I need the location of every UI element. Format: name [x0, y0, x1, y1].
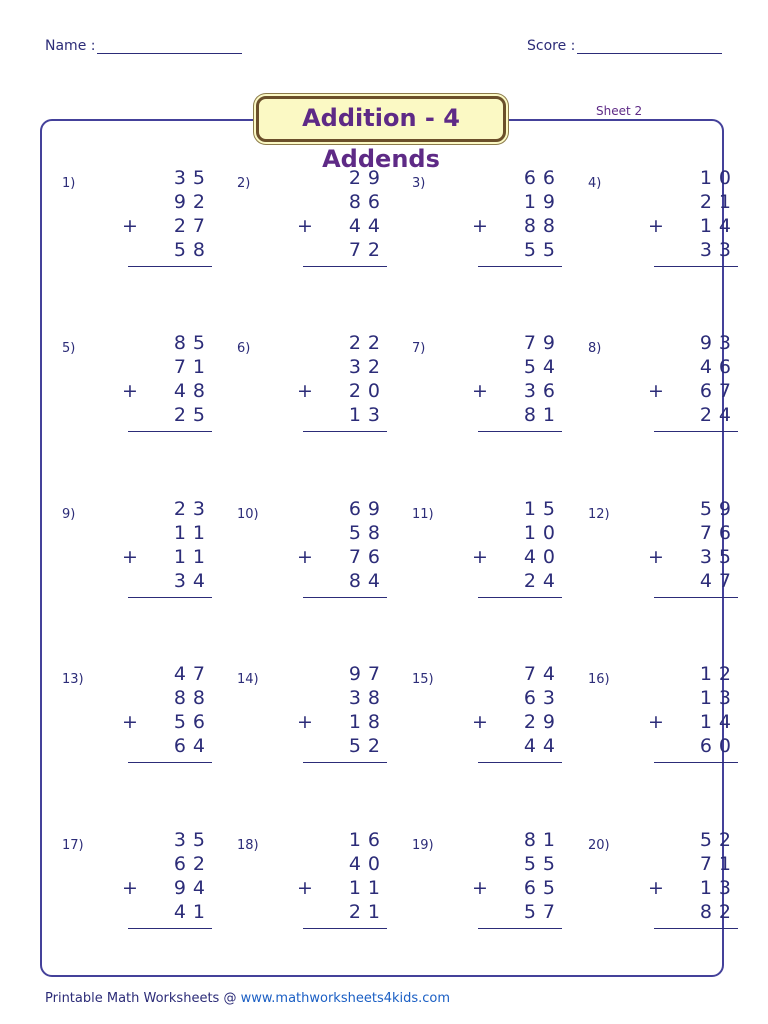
problem-number: 6) [237, 341, 251, 356]
addend-value: 36 [523, 380, 562, 402]
answer-line[interactable] [303, 597, 387, 598]
problem-19 [412, 828, 562, 938]
addend-b [297, 521, 387, 545]
addend-b [122, 852, 212, 876]
plus-sign: + [122, 215, 138, 237]
problem-9 [62, 497, 212, 607]
addend-b [122, 355, 212, 379]
addend-value: 63 [523, 687, 562, 709]
addend-d [648, 238, 738, 262]
addend-value: 54 [523, 356, 562, 378]
answer-line[interactable] [128, 431, 212, 432]
problem-13 [62, 662, 212, 772]
problem-15 [412, 662, 562, 772]
addend-d [472, 569, 562, 593]
addend-value: 24 [523, 570, 562, 592]
addend-d [472, 403, 562, 427]
addend-d [297, 238, 387, 262]
problem-16 [588, 662, 738, 772]
addend-value: 66 [523, 167, 562, 189]
answer-line[interactable] [478, 597, 562, 598]
addend-value: 44 [523, 735, 562, 757]
addend-a [472, 331, 562, 355]
plus-sign: + [297, 380, 313, 402]
plus-sign: + [648, 711, 664, 733]
addend-b [122, 521, 212, 545]
addend-b [297, 686, 387, 710]
problem-number: 12) [588, 507, 610, 522]
problem-number: 1) [62, 176, 76, 191]
addend-a [297, 166, 387, 190]
problem-number: 9) [62, 507, 76, 522]
addend-value: 10 [699, 167, 738, 189]
problem-number: 20) [588, 838, 610, 853]
addend-b [648, 190, 738, 214]
addend-b [648, 521, 738, 545]
addend-d [297, 403, 387, 427]
addend-c [472, 710, 562, 734]
addend-c [472, 876, 562, 900]
answer-line[interactable] [478, 762, 562, 763]
answer-line[interactable] [654, 597, 738, 598]
addend-a [648, 828, 738, 852]
problem-14 [237, 662, 387, 772]
addend-d [297, 569, 387, 593]
answer-line[interactable] [303, 266, 387, 267]
addend-value: 76 [699, 522, 738, 544]
addend-value: 93 [699, 332, 738, 354]
addends [297, 331, 387, 427]
addends [297, 828, 387, 924]
addend-value: 27 [173, 215, 212, 237]
problem-3 [412, 166, 562, 276]
addend-a [648, 662, 738, 686]
name-label: Name : [45, 38, 96, 54]
problem-number: 5) [62, 341, 76, 356]
addend-d [122, 569, 212, 593]
addend-a [122, 331, 212, 355]
addend-value: 13 [699, 877, 738, 899]
addend-value: 46 [699, 356, 738, 378]
addend-value: 84 [348, 570, 387, 592]
addend-value: 74 [523, 663, 562, 685]
addends [648, 662, 738, 758]
answer-line[interactable] [654, 928, 738, 929]
addend-value: 19 [523, 191, 562, 213]
problem-4 [588, 166, 738, 276]
addend-value: 71 [699, 853, 738, 875]
addend-c [648, 214, 738, 238]
addend-value: 40 [348, 853, 387, 875]
problem-number: 18) [237, 838, 259, 853]
problem-12 [588, 497, 738, 607]
problem-number: 3) [412, 176, 426, 191]
plus-sign: + [648, 380, 664, 402]
addend-c [122, 379, 212, 403]
addend-value: 55 [523, 853, 562, 875]
addend-a [472, 497, 562, 521]
addend-value: 81 [523, 829, 562, 851]
addend-value: 52 [348, 735, 387, 757]
problem-number: 2) [237, 176, 251, 191]
addend-value: 24 [699, 404, 738, 426]
addend-b [472, 686, 562, 710]
addend-a [648, 497, 738, 521]
addend-value: 14 [699, 215, 738, 237]
addend-a [122, 497, 212, 521]
addend-d [122, 403, 212, 427]
addend-value: 52 [699, 829, 738, 851]
plus-sign: + [297, 215, 313, 237]
answer-line[interactable] [128, 597, 212, 598]
worksheet-title: Addition - 4 Addends [256, 96, 506, 142]
addend-value: 57 [523, 901, 562, 923]
addend-value: 29 [523, 711, 562, 733]
addend-value: 21 [348, 901, 387, 923]
problem-20 [588, 828, 738, 938]
addend-c [122, 214, 212, 238]
addend-value: 94 [173, 877, 212, 899]
answer-line[interactable] [303, 762, 387, 763]
addend-value: 71 [173, 356, 212, 378]
addend-c [648, 876, 738, 900]
addends [122, 497, 212, 593]
addend-value: 11 [348, 877, 387, 899]
addend-c [648, 545, 738, 569]
addend-value: 25 [173, 404, 212, 426]
problem-number: 7) [412, 341, 426, 356]
addend-value: 97 [348, 663, 387, 685]
problem-number: 14) [237, 672, 259, 687]
addends [297, 166, 387, 262]
addend-value: 79 [523, 332, 562, 354]
name-field[interactable] [45, 38, 95, 54]
problem-number: 19) [412, 838, 434, 853]
addend-value: 35 [173, 167, 212, 189]
problem-17 [62, 828, 212, 938]
addend-value: 88 [523, 215, 562, 237]
addend-value: 35 [699, 546, 738, 568]
addend-a [122, 662, 212, 686]
addend-value: 62 [173, 853, 212, 875]
addends [122, 166, 212, 262]
addends [648, 497, 738, 593]
addend-b [472, 190, 562, 214]
addend-value: 82 [699, 901, 738, 923]
addend-c [297, 379, 387, 403]
addend-value: 40 [523, 546, 562, 568]
plus-sign: + [122, 711, 138, 733]
addends [297, 662, 387, 758]
addend-value: 13 [699, 687, 738, 709]
plus-sign: + [122, 877, 138, 899]
addend-b [648, 852, 738, 876]
plus-sign: + [297, 546, 313, 568]
addends [122, 331, 212, 427]
addend-a [648, 331, 738, 355]
addend-c [297, 545, 387, 569]
addend-d [648, 403, 738, 427]
addend-value: 72 [348, 239, 387, 261]
addend-value: 11 [173, 546, 212, 568]
addend-a [122, 166, 212, 190]
addend-value: 64 [173, 735, 212, 757]
answer-line[interactable] [128, 266, 212, 267]
problem-2 [237, 166, 387, 276]
addend-value: 85 [173, 332, 212, 354]
footer [45, 991, 450, 1006]
addend-value: 92 [173, 191, 212, 213]
addends [472, 166, 562, 262]
addend-value: 47 [173, 663, 212, 685]
addend-d [648, 569, 738, 593]
footer-url[interactable]: www.mathworksheets4kids.com [240, 991, 451, 1006]
addend-d [472, 734, 562, 758]
addend-b [297, 852, 387, 876]
addend-d [472, 900, 562, 924]
answer-line[interactable] [478, 266, 562, 267]
problem-number: 4) [588, 176, 602, 191]
addend-value: 22 [348, 332, 387, 354]
plus-sign: + [472, 546, 488, 568]
addend-value: 15 [523, 498, 562, 520]
problem-number: 16) [588, 672, 610, 687]
addend-value: 81 [523, 404, 562, 426]
problem-6 [237, 331, 387, 441]
addend-value: 76 [348, 546, 387, 568]
addend-d [648, 734, 738, 758]
addend-value: 33 [699, 239, 738, 261]
addend-value: 55 [523, 239, 562, 261]
plus-sign: + [648, 215, 664, 237]
addend-value: 16 [348, 829, 387, 851]
addend-a [297, 662, 387, 686]
problem-number: 11) [412, 507, 434, 522]
problem-number: 8) [588, 341, 602, 356]
problem-number: 10) [237, 507, 259, 522]
answer-line[interactable] [654, 762, 738, 763]
addend-a [297, 828, 387, 852]
addend-value: 11 [173, 522, 212, 544]
addend-c [297, 876, 387, 900]
answer-line[interactable] [478, 928, 562, 929]
addend-a [472, 828, 562, 852]
addend-value: 59 [699, 498, 738, 520]
addend-d [122, 734, 212, 758]
name-line[interactable] [97, 53, 242, 54]
addend-c [122, 545, 212, 569]
addend-b [297, 355, 387, 379]
addend-b [472, 355, 562, 379]
addend-c [297, 214, 387, 238]
addend-value: 18 [348, 711, 387, 733]
answer-line[interactable] [303, 431, 387, 432]
plus-sign: + [297, 877, 313, 899]
addend-d [472, 238, 562, 262]
addend-a [297, 331, 387, 355]
addend-value: 47 [699, 570, 738, 592]
addends [472, 331, 562, 427]
addend-c [472, 545, 562, 569]
plus-sign: + [472, 711, 488, 733]
addends [122, 828, 212, 924]
addend-a [472, 166, 562, 190]
score-line[interactable] [577, 53, 722, 54]
plus-sign: + [122, 546, 138, 568]
problem-11 [412, 497, 562, 607]
addend-c [297, 710, 387, 734]
addend-b [297, 190, 387, 214]
problem-10 [237, 497, 387, 607]
addends [648, 331, 738, 427]
addend-value: 58 [348, 522, 387, 544]
addend-d [297, 734, 387, 758]
addend-a [472, 662, 562, 686]
problem-7 [412, 331, 562, 441]
problem-5 [62, 331, 212, 441]
addend-value: 44 [348, 215, 387, 237]
addends [472, 828, 562, 924]
score-label: Score : [527, 38, 576, 54]
addend-value: 41 [173, 901, 212, 923]
addend-b [648, 355, 738, 379]
addends [648, 166, 738, 262]
addend-value: 38 [348, 687, 387, 709]
addend-b [472, 852, 562, 876]
answer-line[interactable] [303, 928, 387, 929]
addends [472, 662, 562, 758]
footer-text: Printable Math Worksheets @ [45, 991, 241, 1006]
plus-sign: + [297, 711, 313, 733]
plus-sign: + [122, 380, 138, 402]
addend-value: 65 [523, 877, 562, 899]
score-field[interactable] [527, 38, 575, 54]
addend-value: 48 [173, 380, 212, 402]
addend-a [122, 828, 212, 852]
addend-a [648, 166, 738, 190]
plus-sign: + [472, 215, 488, 237]
plus-sign: + [472, 380, 488, 402]
problem-1 [62, 166, 212, 276]
addend-c [648, 710, 738, 734]
addend-value: 35 [173, 829, 212, 851]
answer-line[interactable] [128, 928, 212, 929]
addend-value: 13 [348, 404, 387, 426]
answer-line[interactable] [478, 431, 562, 432]
problem-18 [237, 828, 387, 938]
addend-value: 60 [699, 735, 738, 757]
addend-value: 12 [699, 663, 738, 685]
addend-value: 21 [699, 191, 738, 213]
problem-number: 17) [62, 838, 84, 853]
problem-number: 13) [62, 672, 84, 687]
addend-value: 67 [699, 380, 738, 402]
addend-value: 69 [348, 498, 387, 520]
problem-8 [588, 331, 738, 441]
addend-c [648, 379, 738, 403]
addend-b [122, 190, 212, 214]
addend-value: 32 [348, 356, 387, 378]
addend-c [122, 876, 212, 900]
addend-value: 58 [173, 239, 212, 261]
addend-value: 56 [173, 711, 212, 733]
answer-line[interactable] [654, 266, 738, 267]
addend-c [472, 379, 562, 403]
addend-b [648, 686, 738, 710]
addends [297, 497, 387, 593]
addend-value: 20 [348, 380, 387, 402]
addends [122, 662, 212, 758]
addend-b [472, 521, 562, 545]
addend-value: 10 [523, 522, 562, 544]
addend-d [648, 900, 738, 924]
addend-value: 23 [173, 498, 212, 520]
plus-sign: + [472, 877, 488, 899]
answer-line[interactable] [654, 431, 738, 432]
addend-d [297, 900, 387, 924]
addend-value: 14 [699, 711, 738, 733]
addend-a [297, 497, 387, 521]
addend-value: 86 [348, 191, 387, 213]
addend-c [472, 214, 562, 238]
problem-number: 15) [412, 672, 434, 687]
addend-d [122, 238, 212, 262]
addend-c [122, 710, 212, 734]
addend-value: 29 [348, 167, 387, 189]
addend-b [122, 686, 212, 710]
answer-line[interactable] [128, 762, 212, 763]
sheet-label: Sheet 2 [596, 104, 643, 118]
addend-value: 34 [173, 570, 212, 592]
plus-sign: + [648, 877, 664, 899]
addend-d [122, 900, 212, 924]
plus-sign: + [648, 546, 664, 568]
addend-value: 88 [173, 687, 212, 709]
addends [472, 497, 562, 593]
addends [648, 828, 738, 924]
